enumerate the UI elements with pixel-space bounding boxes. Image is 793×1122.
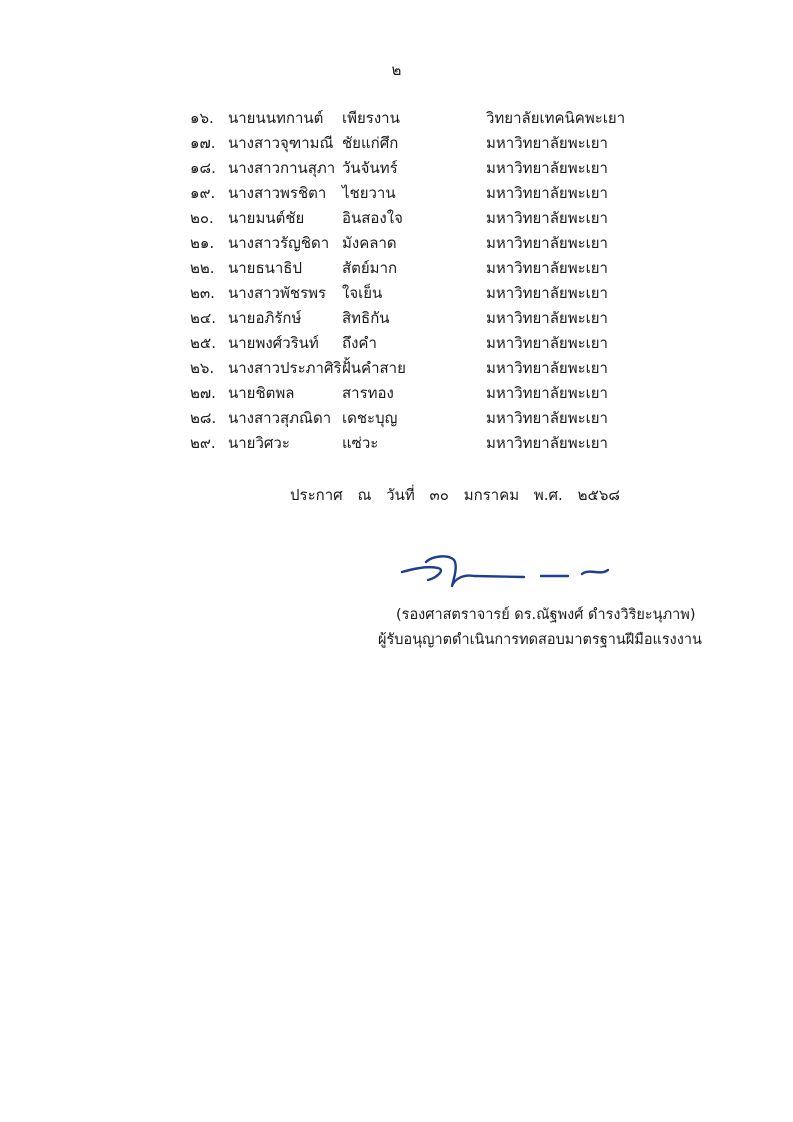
roster-row (0, 406, 793, 431)
roster-number: ๑๘. (190, 159, 216, 177)
roster-row (0, 331, 793, 356)
roster-organization: มหาวิทยาลัยพะเยา (486, 334, 608, 352)
announcement-day: ๓๐ (429, 486, 449, 504)
roster-last-name: เพียรงาน (342, 109, 400, 127)
signature (396, 548, 626, 592)
roster-number: ๑๖. (190, 109, 214, 127)
roster-organization: มหาวิทยาลัยพะเยา (486, 409, 608, 427)
roster-row (0, 431, 793, 456)
roster-row (0, 256, 793, 281)
roster-organization: มหาวิทยาลัยพะเยา (486, 384, 608, 402)
roster-number: ๒๘. (190, 409, 217, 427)
roster-row (0, 206, 793, 231)
roster-last-name: วันจันทร์ (342, 159, 398, 177)
roster-last-name: ฝั้นคำสาย (342, 359, 406, 377)
roster-first-name: นายวิศวะ (228, 434, 290, 452)
roster-number: ๒๔. (190, 309, 217, 327)
roster-last-name: ชัยแก่ศึก (342, 134, 399, 152)
roster-organization: มหาวิทยาลัยพะเยา (486, 184, 608, 202)
roster-first-name: นายมนต์ชัย (228, 209, 305, 227)
announcement-day-label: วันที่ (386, 486, 415, 504)
roster-organization: มหาวิทยาลัยพะเยา (486, 284, 608, 302)
announcement-line (290, 483, 630, 507)
signer-name: (รองศาสตราจารย์ ดร.ณัฐพงศ์ ดำรงวิริยะนุภาพ) (396, 607, 696, 623)
roster-number: ๑๙. (190, 184, 216, 202)
roster-organization: มหาวิทยาลัยพะเยา (486, 159, 608, 177)
roster-last-name: มังคลาด (342, 234, 397, 252)
roster-organization: มหาวิทยาลัยพะเยา (486, 309, 608, 327)
page-number: ๒ (391, 61, 402, 79)
roster-organization: มหาวิทยาลัยพะเยา (486, 209, 608, 227)
roster-row (0, 281, 793, 306)
roster-first-name: นายชิตพล (228, 384, 295, 402)
roster-number: ๒๗. (190, 384, 216, 402)
roster-last-name: เดชะบุญ (342, 409, 398, 427)
roster-row (0, 356, 793, 381)
roster-first-name: นายนนทกานต์ (228, 109, 324, 127)
roster-number: ๒๒. (190, 259, 215, 277)
roster-last-name: สัตย์มาก (342, 259, 398, 277)
roster-row (0, 306, 793, 331)
roster-first-name: นายพงศ์วรินท์ (228, 334, 319, 352)
roster-organization: มหาวิทยาลัยพะเยา (486, 359, 608, 377)
roster-list (0, 106, 793, 456)
roster-number: ๒๑. (190, 234, 215, 252)
roster-number: ๑๗. (190, 134, 216, 152)
roster-row (0, 181, 793, 206)
roster-last-name: อินสองใจ (342, 209, 403, 227)
announcement-month: มกราคม (463, 486, 520, 504)
roster-organization: วิทยาลัยเทคนิคพะเยา (486, 109, 626, 127)
roster-last-name: ถึงคำ (342, 334, 377, 352)
roster-row (0, 106, 793, 131)
roster-first-name: นายธนาธิป (228, 259, 302, 277)
roster-first-name: นางสาวประภาศิริ (228, 359, 342, 377)
roster-number: ๒๕. (190, 334, 217, 352)
roster-first-name: นางสาวจุฑามณี (228, 134, 334, 152)
announcement-prefix: ประกาศ (290, 486, 343, 504)
roster-first-name: นางสาวพรชิตา (228, 184, 327, 202)
announcement-at: ณ (357, 486, 372, 504)
roster-row (0, 381, 793, 406)
roster-row (0, 156, 793, 181)
roster-last-name: สารทอง (342, 384, 394, 402)
roster-last-name: สิทธิกัน (342, 309, 390, 327)
roster-number: ๒๓. (190, 284, 215, 302)
roster-first-name: นางสาวกานสุภา (228, 159, 336, 177)
announcement-year: ๒๕๖๘ (577, 486, 620, 504)
signer-title: ผู้รับอนุญาตดำเนินการทดสอบมาตรฐานฝีมือแรงงาน (378, 632, 702, 648)
roster-last-name: ไชยวาน (342, 184, 396, 202)
roster-first-name: นายอภิรักษ์ (228, 309, 302, 327)
roster-last-name: ใจเย็น (342, 284, 383, 302)
roster-organization: มหาวิทยาลัยพะเยา (486, 234, 608, 252)
roster-number: ๒๐. (190, 209, 214, 227)
roster-last-name: แซ่วะ (342, 434, 379, 452)
roster-number: ๒๙. (190, 434, 216, 452)
roster-first-name: นางสาวรัญชิดา (228, 234, 330, 252)
roster-organization: มหาวิทยาลัยพะเยา (486, 134, 608, 152)
roster-row (0, 131, 793, 156)
roster-organization: มหาวิทยาลัยพะเยา (486, 434, 608, 452)
announcement-era: พ.ศ. (533, 486, 563, 504)
roster-number: ๒๖. (190, 359, 215, 377)
roster-row (0, 231, 793, 256)
roster-organization: มหาวิทยาลัยพะเยา (486, 259, 608, 277)
roster-first-name: นางสาวสุภณิดา (228, 409, 332, 427)
roster-first-name: นางสาวพัชรพร (228, 284, 327, 302)
